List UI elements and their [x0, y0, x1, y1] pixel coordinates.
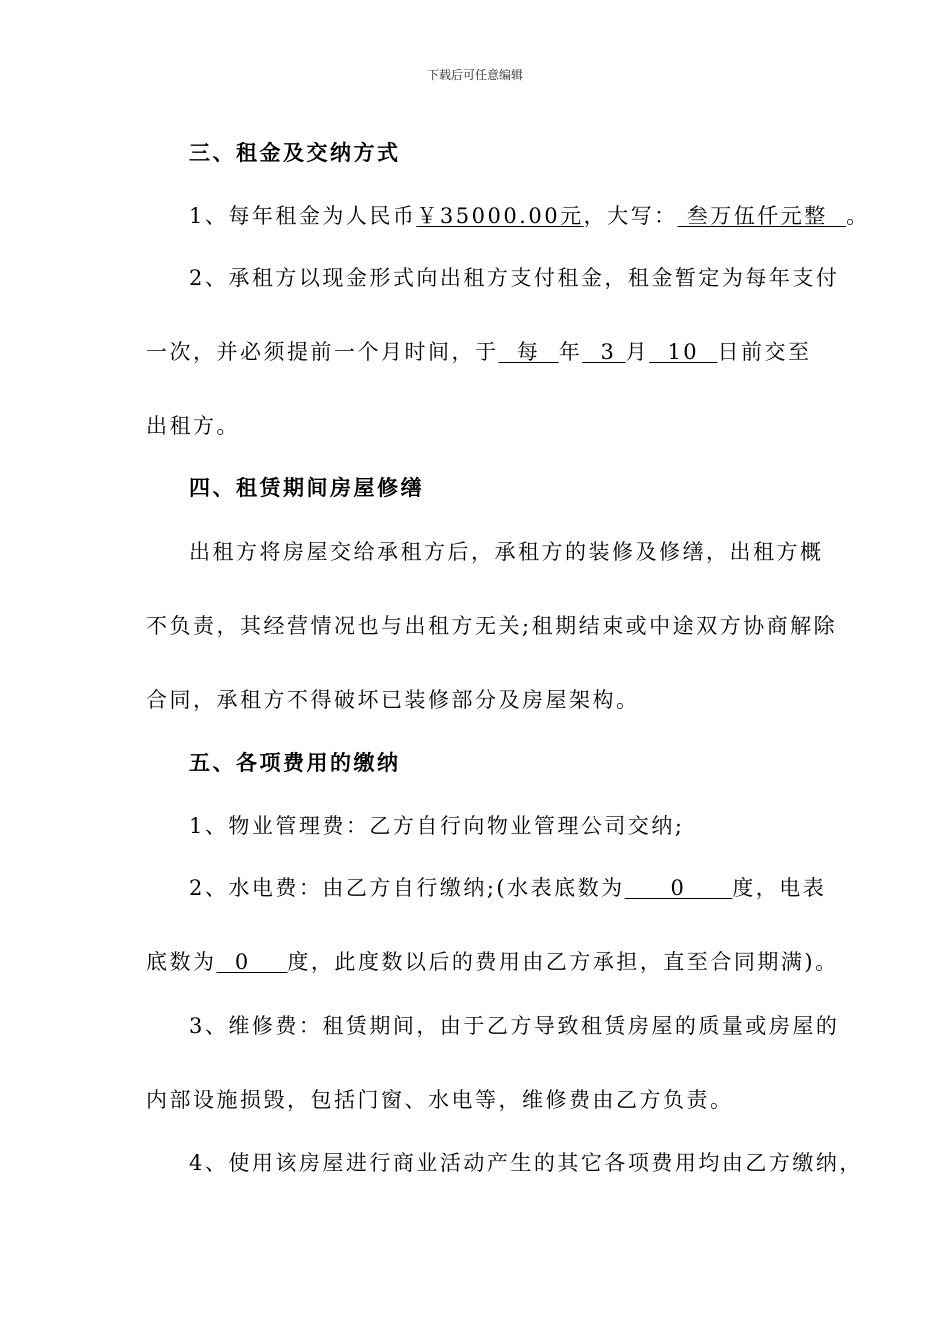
utility-fee-suffix: 度，电表	[732, 876, 827, 900]
repair-paragraph-line-1: 出租方将房屋交给承租方后，承租方的装修及修缮，出租方概	[189, 540, 824, 564]
rent-amount-words: 叁万伍仟元整	[677, 204, 847, 228]
payment-method-line-1: 2、承租方以现金形式向出租方支付租金，租金暂定为每年支付	[189, 266, 840, 290]
payment-method-line-3: 出租方。	[146, 414, 240, 438]
section-3-title: 三、租金及交纳方式	[189, 140, 401, 165]
rent-amount-prefix: 1、每年租金为人民币	[189, 204, 417, 228]
payment-month-value: 3	[582, 340, 626, 364]
page-header: 下载后可任意编辑	[426, 68, 523, 82]
water-meter-value: 0	[624, 876, 733, 900]
rent-amount-suffix: 。	[846, 204, 870, 228]
section-5-title: 五、各项费用的缴纳	[189, 750, 401, 775]
section-4-title: 四、租赁期间房屋修缮	[189, 475, 424, 500]
payment-month-label: 月	[625, 340, 650, 364]
payment-method-line-2	[146, 338, 812, 366]
other-fees-line-1: 4、使用该房屋进行商业活动产生的其它各项费用均由乙方缴纳，	[189, 1151, 863, 1175]
utility-fee-line-2	[146, 948, 839, 976]
repair-paragraph-line-3: 合同，承租方不得破坏已装修部分及房屋架构。	[146, 688, 640, 712]
payment-year-value: 每	[498, 340, 559, 364]
maintenance-fee-line-1: 3、维修费：租赁期间，由于乙方导致租赁房屋的质量或房屋的	[189, 1014, 840, 1038]
utility-fee-prefix: 2、水电费：由乙方自行缴纳;(水表底数为	[189, 876, 625, 900]
maintenance-fee-line-2: 内部设施损毁，包括门窗、水电等，维修费由乙方负责。	[146, 1088, 734, 1112]
payment-day-value: 10	[649, 340, 718, 364]
repair-paragraph-line-2: 不负责，其经营情况也与出租方无关;租期结束或中途双方协商解除	[146, 614, 838, 638]
electric-meter-value: 0	[216, 950, 288, 974]
rent-amount-value: ￥35000.00元	[416, 204, 584, 228]
payment-year-label: 年	[558, 340, 583, 364]
rent-amount-mid: ，大写：	[583, 204, 678, 228]
utility-fee-line-1	[189, 874, 826, 902]
electric-meter-suffix: 度，此度数以后的费用由乙方承担，直至合同期满)。	[287, 950, 839, 974]
payment-day-label: 日前交至	[717, 340, 812, 364]
electric-meter-prefix: 底数为	[146, 950, 217, 974]
property-fee-line: 1、物业管理费：乙方自行向物业管理公司交纳;	[189, 814, 685, 838]
rent-amount-line	[189, 202, 870, 230]
payment-date-prefix: 一次，并必须提前一个月时间，于	[146, 340, 499, 364]
